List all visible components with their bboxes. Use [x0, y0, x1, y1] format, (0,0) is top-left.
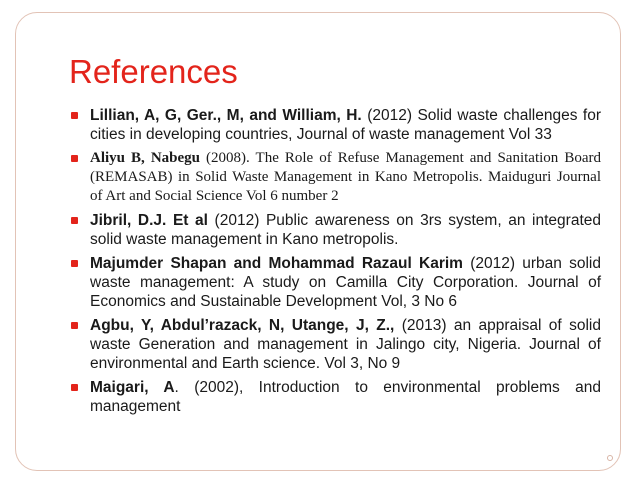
reference-item — [71, 149, 601, 206]
bullet-icon — [71, 112, 78, 119]
reference-text: (2013) an appraisal of solid waste Generation and management in Jalingo city, Nigeria. Journal of environmental and Earth science. Vol 3, No 9 — [90, 317, 601, 372]
reference-item — [71, 106, 601, 144]
slide-title: References — [69, 53, 238, 90]
reference-author: Majumder Shapan and Mohammad Razaul Karim — [90, 255, 463, 272]
reference-item — [71, 211, 601, 249]
reference-text: (2012) urban solid waste management: A study on Camilla City Corporation. Journal of Economics and Sustainable Development Vol, 3 No 6 — [90, 255, 601, 310]
bullet-icon — [71, 384, 78, 391]
reference-author: Agbu, Y, Abdul’razack, N, Utange, J, Z., — [90, 317, 395, 334]
reference-text: (2012) Solid waste challenges for cities in developing countries, Journal of waste management Vol 33 — [90, 107, 601, 143]
page-indicator-icon — [607, 455, 613, 461]
bullet-icon — [71, 217, 78, 224]
reference-item — [71, 378, 601, 416]
reference-list — [71, 106, 601, 421]
reference-item — [71, 254, 601, 311]
reference-author: Maigari, A — [90, 379, 175, 396]
reference-item — [71, 316, 601, 373]
reference-text: (2008). The Role of Refuse Management and Sanitation Board (REMASAB) in Solid Waste Management in Kano Metropolis. Maiduguri Journal of Art and Social Science Vol 6 number 2 — [90, 150, 601, 204]
bullet-icon — [71, 322, 78, 329]
reference-text: . (2002), Introduction to environmental problems and management — [90, 379, 601, 415]
reference-text: (2012) Public awareness on 3rs system, an integrated solid waste management in Kano metropolis. — [90, 212, 601, 248]
bullet-icon — [71, 260, 78, 267]
bullet-icon — [71, 155, 78, 162]
reference-author: Jibril, D.J. Et al — [90, 212, 208, 229]
reference-author: Lillian, A, G, Ger., M, and William, H. — [90, 107, 362, 124]
reference-author: Aliyu B, Nabegu — [90, 150, 200, 166]
